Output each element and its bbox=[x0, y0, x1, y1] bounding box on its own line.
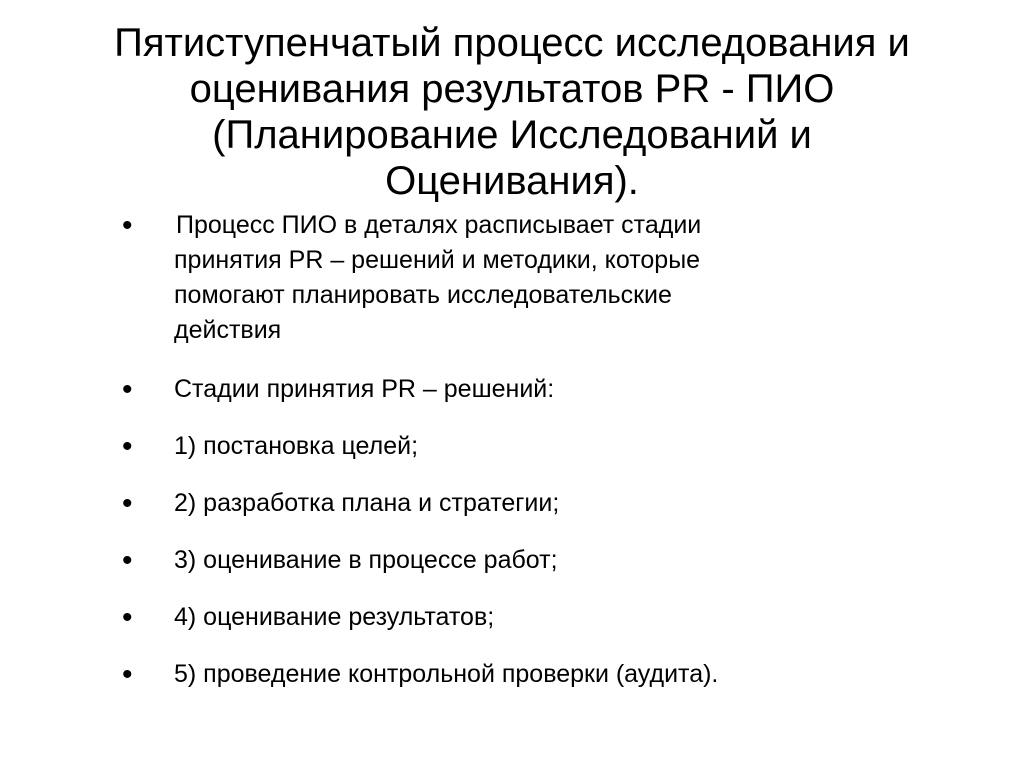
title-line: Пятиступенчатый процесс исследования и bbox=[114, 21, 910, 65]
bullet-text: 2) разработка плана и стратегии; bbox=[174, 489, 560, 517]
bullet-item bbox=[122, 372, 942, 407]
bullet-item bbox=[122, 429, 942, 464]
bullet-dot-icon: • bbox=[122, 430, 133, 463]
bullet-text: 4) оценивание результатов; bbox=[174, 603, 495, 631]
bullet-dot-icon: • bbox=[122, 544, 133, 577]
title-line: (Планирование Исследований и bbox=[212, 113, 812, 157]
bullet-dot-icon: • bbox=[122, 601, 133, 634]
bullet-text-line: действия bbox=[174, 316, 282, 344]
bullet-text: 5) проведение контрольной проверки (аудита). bbox=[174, 660, 719, 688]
title-line: Оценивания). bbox=[385, 159, 639, 203]
title-line: оценивания результатов PR - ПИО bbox=[189, 67, 835, 111]
bullet-item bbox=[122, 486, 942, 521]
bullet-dot-icon: • bbox=[122, 487, 133, 520]
bullet-list bbox=[122, 208, 942, 714]
bullet-text: Стадии принятия PR – решений: bbox=[174, 375, 555, 403]
bullet-text-line: принятия PR – решений и методики, которые bbox=[174, 246, 701, 274]
bullet-item bbox=[122, 543, 942, 578]
bullet-text-line: помогают планировать исследовательские bbox=[174, 281, 672, 309]
bullet-text bbox=[174, 208, 942, 348]
bullet-item bbox=[122, 600, 942, 635]
bullet-text: 3) оценивание в процессе работ; bbox=[174, 546, 558, 574]
slide-title bbox=[90, 20, 934, 204]
bullet-item bbox=[122, 657, 942, 692]
bullet-dot-icon: • bbox=[122, 209, 133, 242]
bullet-dot-icon: • bbox=[122, 373, 133, 406]
bullet-text: 1) постановка целей; bbox=[174, 432, 419, 460]
bullet-item bbox=[122, 208, 942, 348]
bullet-text-line: Процесс ПИО в деталях расписывает стадии bbox=[176, 211, 702, 239]
bullet-dot-icon: • bbox=[122, 658, 133, 691]
